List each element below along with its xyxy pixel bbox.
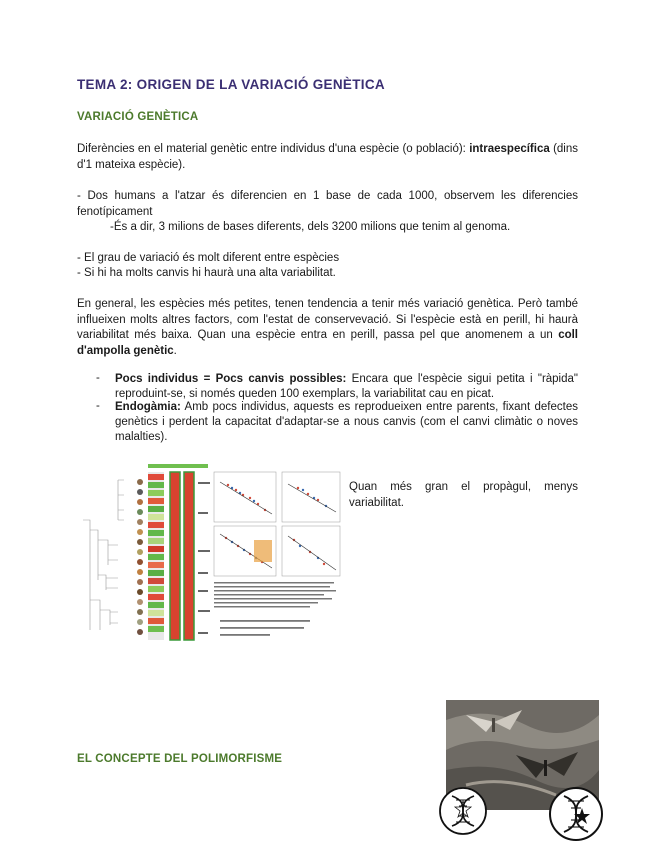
bullet-text-2: Endogàmia: Amb pocs individus, aquests es reprodueixen entre parents, fixant defectes genètics i perdent la capacitat d'adaptar-se a nous canvis (com el canvi climàtic o noves malalties). [115,401,578,443]
grau-line: - El grau de variació és molt diferent entre espècies [77,252,340,264]
humans-paragraph: - Dos humans a l'atzar és diferencien en 1 base de cada 1000, observem les diferencies fenotípicament [77,190,578,218]
general-bold-term: coll d'ampolla genètic [77,329,578,357]
canvis-line: - Si hi ha molts canvis hi haurà una alta variabilitat. [77,267,336,279]
section-heading-variacio: VARIACIÓ GENÈTICA [77,111,199,123]
dna-helix-star-icon [548,786,604,842]
figure-caption: Quan més gran el propàgul, menys variabilitat. [349,481,578,509]
bullet-marker-1: - [96,372,100,384]
general-paragraph: En general, les espècies més petites, tenen tendencia a tenir més variació genètica. Però també influeixen molts altres factors, com l'estat de conservevació. Si l'espècie està en perill, hi haurà variabilitat més baixa. Quan una espècie entra en perill, passa pel que anomenem a un coll d'ampolla genètic. [77,298,578,357]
humans-sub-line: -És a dir, 3 milions de bases diferents, dels 3200 milions que tenim al genoma. [110,221,511,233]
section-heading-polimorfisme: EL CONCEPTE DEL POLIMORFISME [77,753,283,765]
genetic-diversity-figure [78,460,342,642]
bullet-marker-2: - [96,400,100,412]
intro-paragraph: Diferències en el material genètic entre individus d'una espècie (o població): intraespecífica (dins d'1 mateixa espècie). [77,143,578,171]
dna-helix-icon [438,786,488,836]
intro-bold-term: intraespecífica [469,143,550,155]
bullet-text-1: Pocs individus = Pocs canvis possibles: Encara que l'espècie sigui petita i "ràpida" reproduint-se, si només queden 100 exemplars, la variabilitat cau en picat. [115,373,578,400]
page-title: TEMA 2: ORIGEN DE LA VARIACIÓ GENÈTICA [77,77,385,92]
